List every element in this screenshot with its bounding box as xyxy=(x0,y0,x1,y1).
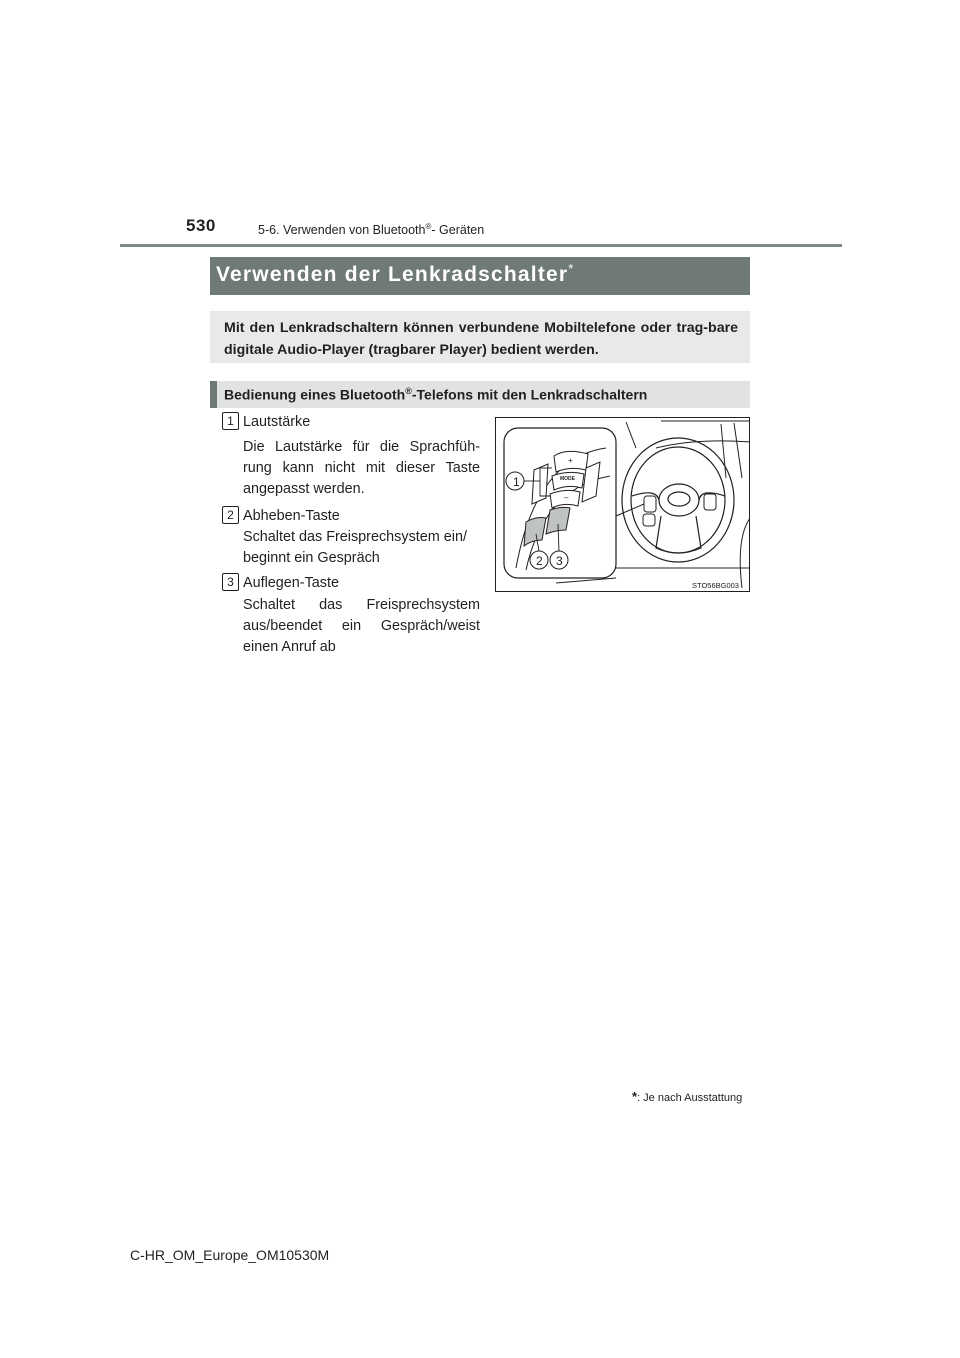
subsection-accent xyxy=(210,381,217,408)
footer-document-code: C-HR_OM_Europe_OM10530M xyxy=(130,1247,330,1263)
subsection-title-suffix: -Telefons mit den Lenkradschaltern xyxy=(411,386,648,403)
figure-callout-3: 3 xyxy=(556,554,563,568)
item-1-desc-line-1: Die Lautstärke für die Sprachfüh- xyxy=(243,439,480,455)
item-2-title: Abheben-Taste xyxy=(243,508,340,524)
steering-switch-illustration xyxy=(495,417,750,592)
item-2-desc-line-1: Schaltet das Freisprechsystem ein/ xyxy=(243,529,467,545)
footnote xyxy=(632,1089,742,1104)
volume-down-label: – xyxy=(564,493,569,502)
subsection-title xyxy=(224,386,647,403)
item-3-number: 3 xyxy=(222,573,239,591)
figure-code: STO56BG003 xyxy=(692,581,739,590)
volume-up-label: + xyxy=(568,456,573,465)
item-1-desc-line-3: angepasst werden. xyxy=(243,481,365,497)
mode-button-label: MODE xyxy=(560,476,575,482)
item-2-desc-line-2: beginnt ein Gespräch xyxy=(243,550,380,566)
section-title-text: Verwenden der Lenkradschalter xyxy=(216,263,569,286)
header-rule xyxy=(120,244,842,247)
steering-wheel xyxy=(622,438,734,562)
page-number: 530 xyxy=(186,216,216,235)
chapter-registered-mark: ® xyxy=(425,222,432,231)
item-1-desc-line-2: rung kann nicht mit dieser Taste xyxy=(243,460,480,476)
item-1-title: Lautstärke xyxy=(243,414,311,430)
item-3-desc-line-1: Schaltet das Freisprechsystem xyxy=(243,597,480,613)
subsection-registered-mark: ® xyxy=(405,386,412,396)
equipment-asterisk: * xyxy=(568,261,575,276)
item-3-desc-line-3: einen Anruf ab xyxy=(243,639,336,655)
illustration-svg xyxy=(496,418,750,592)
subsection-title-prefix: Bedienung eines Bluetooth xyxy=(224,386,406,403)
item-3-title: Auflegen-Taste xyxy=(243,575,339,591)
chapter-suffix: - Geräten xyxy=(431,223,485,238)
section-title xyxy=(216,263,575,287)
inset-leader xyxy=(616,504,644,516)
item-3-desc-line-2: aus/beendet ein Gespräch/weist xyxy=(243,618,480,634)
chapter-prefix: 5-6. Verwenden von Bluetooth xyxy=(258,223,426,238)
footnote-text: : Je nach Ausstattung xyxy=(637,1092,743,1104)
running-header xyxy=(258,222,484,237)
figure-callout-2: 2 xyxy=(536,554,543,568)
figure-callout-1: 1 xyxy=(513,475,520,489)
item-1-number: 1 xyxy=(222,412,239,430)
wheel-switch-pads xyxy=(643,494,716,526)
item-2-number: 2 xyxy=(222,506,239,524)
footnote-asterisk: * xyxy=(632,1089,638,1104)
intro-text: Mit den Lenkradschaltern können verbundene Mobiltelefone oder trag-bare digitale Audio-Player (tragbarer Player) bedient werden. xyxy=(224,320,738,358)
